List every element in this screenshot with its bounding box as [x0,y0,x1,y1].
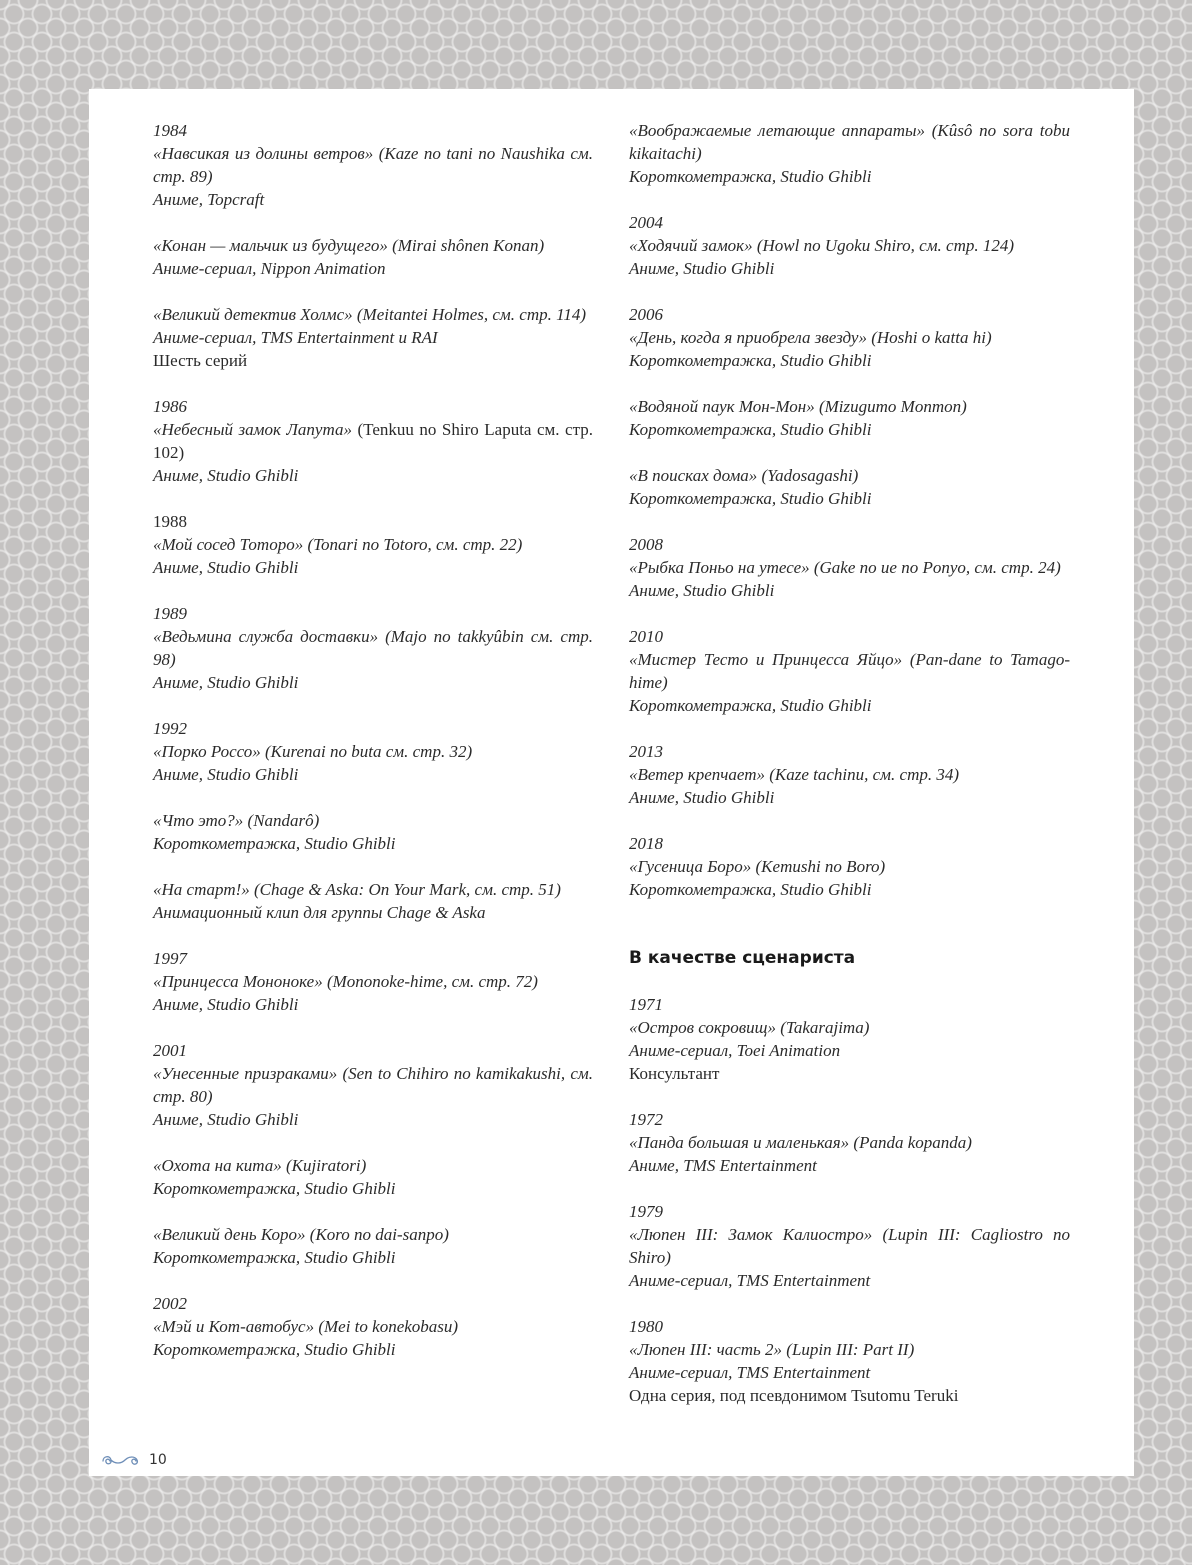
entry-line: «Навсикая из долины ветров» (Kaze no tani no Naushika см. стр. 89) [153,144,593,186]
entry-line: Короткометражка, Studio Ghibli [629,489,872,508]
entry-year: 2013 [629,742,663,761]
filmography-entry [153,1154,593,1200]
right-column [629,119,1070,1430]
filmography-entry [629,303,1070,372]
entry-line: Аниме-сериал, TMS Entertainment [629,1363,871,1382]
filmography-entry [629,119,1070,188]
entry-year: 1972 [629,1110,663,1129]
entry-line: Аниме, Studio Ghibli [153,765,299,784]
page-footer [101,1452,167,1468]
entry-year: 1971 [629,995,663,1014]
entry-line: Короткометражка, Studio Ghibli [153,834,396,853]
entry-line: «Ветер крепчает» (Kaze tachinu, см. стр. 34) [629,765,960,784]
entry-line: Консультант [629,1064,720,1083]
entry-line: Короткометражка, Studio Ghibli [153,1248,396,1267]
filmography-entry [629,832,1070,901]
filmography-entry [153,510,593,579]
entry-line: «На старт!» (Chage & Aska: On Your Mark, см. стр. 51) [153,880,561,899]
entry-line: «Люпен III: часть 2» (Lupin III: Part II) [629,1340,915,1359]
entry-line: Аниме, TMS Entertainment [629,1156,817,1175]
entry-line: Аниме, Studio Ghibli [153,1110,299,1129]
entry-line: Короткометражка, Studio Ghibli [629,420,872,439]
entry-line: «Великий день Коро» (Koro no dai-sanpo) [153,1225,449,1244]
entry-year: 2002 [153,1294,187,1313]
entry-line: «Великий детектив Холмс» (Meitantei Holmes, см. стр. 114) [153,305,586,324]
filmography-entry [153,234,593,280]
entry-line: Аниме, Studio Ghibli [153,466,299,485]
entry-line: «Конан — мальчик из будущего» (Mirai shônen Konan) [153,236,545,255]
filmography-entry [153,947,593,1016]
entry-line: Короткометражка, Studio Ghibli [153,1340,396,1359]
filmography-entry [629,1315,1070,1407]
entry-line: Аниме, Studio Ghibli [629,259,775,278]
filmography-entry [153,602,593,694]
filmography-entry [629,1108,1070,1177]
entry-year: 1984 [153,121,187,140]
filmography-entry [629,211,1070,280]
swirl-ornament-icon [101,1452,141,1468]
entry-line: «Мэй и Кот-автобус» (Mei to konekobasu) [153,1317,459,1336]
entry-year: 1979 [629,1202,663,1221]
filmography-entry [153,119,593,211]
entry-line: Аниме-сериал, Toei Animation [629,1041,841,1060]
entry-line: Анимационный клип для группы Chage & Aska [153,903,486,922]
entry-line: «Ходячий замок» (Howl no Ugoku Shiro, см. стр. 124) [629,236,1015,255]
left-column [153,119,593,1384]
entry-line: «Охота на кита» (Kujiratori) [153,1156,367,1175]
filmography-entry [153,1223,593,1269]
filmography-entry [153,1292,593,1361]
entry-line: «Принцесса Мононоке» (Mononoke-hime, см. стр. 72) [153,972,538,991]
filmography-entry [153,878,593,924]
entry-year: 1992 [153,719,187,738]
screenwriter-entries [629,993,1070,1407]
entry-year: 1997 [153,949,187,968]
director-entries-continued [629,119,1070,901]
entry-year: 2008 [629,535,663,554]
entry-line: «Люпен III: Замок Калиостро» (Lupin III: Cagliostro no Shiro) [629,1225,1070,1267]
filmography-entry [629,533,1070,602]
entry-line: Короткометражка, Studio Ghibli [153,1179,396,1198]
entry-line: Короткометражка, Studio Ghibli [629,167,872,186]
entry-line: «Воображаемые летающие аппараты» (Kûsô no sora tobu kikaitachi) [629,121,1070,163]
filmography-entry [629,993,1070,1085]
entry-line: «Мистер Тесто и Принцесса Яйцо» (Pan-dane to Tamago-hime) [629,650,1070,692]
section-heading-screenwriter: В качестве сценариста [629,948,856,968]
document-page [89,89,1134,1476]
entry-line: Аниме, Studio Ghibli [153,995,299,1014]
entry-line: «Что это?» (Nandarô) [153,811,320,830]
filmography-entry [629,395,1070,441]
entry-line: Аниме, Studio Ghibli [629,581,775,600]
entry-line: Короткометражка, Studio Ghibli [629,351,872,370]
entry-line: «Остров сокровищ» (Takarajima) [629,1018,870,1037]
entry-year: 2001 [153,1041,187,1060]
entry-line: «Мой сосед Тоторо» (Tonari no Totoro, см. стр. 22) [153,535,523,554]
entry-line: Аниме, Topcraft [153,190,265,209]
entry-line: «Унесенные призраками» (Sen to Chihiro no kamikakushi, см. стр. 80) [153,1064,593,1106]
entry-line: «В поисках дома» (Yadosagashi) [629,466,859,485]
filmography-entry [153,395,593,487]
entry-line: Одна серия, под псевдонимом Tsutomu Teruki [629,1386,959,1405]
entry-year: 2006 [629,305,663,324]
entry-year: 1988 [153,512,187,531]
entry-line: «Водяной паук Мон-Мон» (Mizugumo Monmon) [629,397,967,416]
entry-line: Короткометражка, Studio Ghibli [629,696,872,715]
page-number: 10 [149,1452,167,1468]
entry-line: «День, когда я приобрела звезду» (Hoshi o katta hi) [629,328,992,347]
entry-year: 1986 [153,397,187,416]
filmography-entry [153,1039,593,1131]
entry-year: 2010 [629,627,663,646]
entry-line: «Панда большая и маленькая» (Panda kopanda) [629,1133,972,1152]
entry-line: «Ведьмина служба доставки» (Majo no takkyûbin см. стр. 98) [153,627,593,669]
entry-line: Шесть серий [153,351,248,370]
entry-line: «Рыбка Поньо на утесе» (Gake no ue no Ponyo, см. стр. 24) [629,558,1061,577]
entry-line: Аниме-сериал, TMS Entertainment и RAI [153,328,438,347]
entry-line: Аниме-сериал, TMS Entertainment [629,1271,871,1290]
entry-line: Аниме, Studio Ghibli [153,558,299,577]
filmography-entry [153,303,593,372]
entry-line: «Порко Россо» (Kurenai no buta см. стр. 32) [153,742,473,761]
filmography-entry [629,464,1070,510]
filmography-entry [629,625,1070,717]
entry-line: Аниме, Studio Ghibli [153,673,299,692]
entry-line: Аниме, Studio Ghibli [629,788,775,807]
entry-title [153,418,593,464]
entry-year: 1980 [629,1317,663,1336]
entry-line: Короткометражка, Studio Ghibli [629,880,872,899]
filmography-entry [153,717,593,786]
filmography-entry [629,740,1070,809]
entry-year: 2004 [629,213,663,232]
filmography-entry [629,1200,1070,1292]
filmography-entry [153,809,593,855]
entry-title-romaji: (Tenkuu no Shiro Laputa см. стр. 102) [153,420,593,462]
entry-title-ru: «Небесный замок Лапута» [153,420,358,439]
entry-year: 2018 [629,834,663,853]
entry-line: «Гусеница Боро» (Kemushi no Boro) [629,857,886,876]
entry-line: Аниме-сериал, Nippon Animation [153,259,386,278]
entry-year: 1989 [153,604,187,623]
